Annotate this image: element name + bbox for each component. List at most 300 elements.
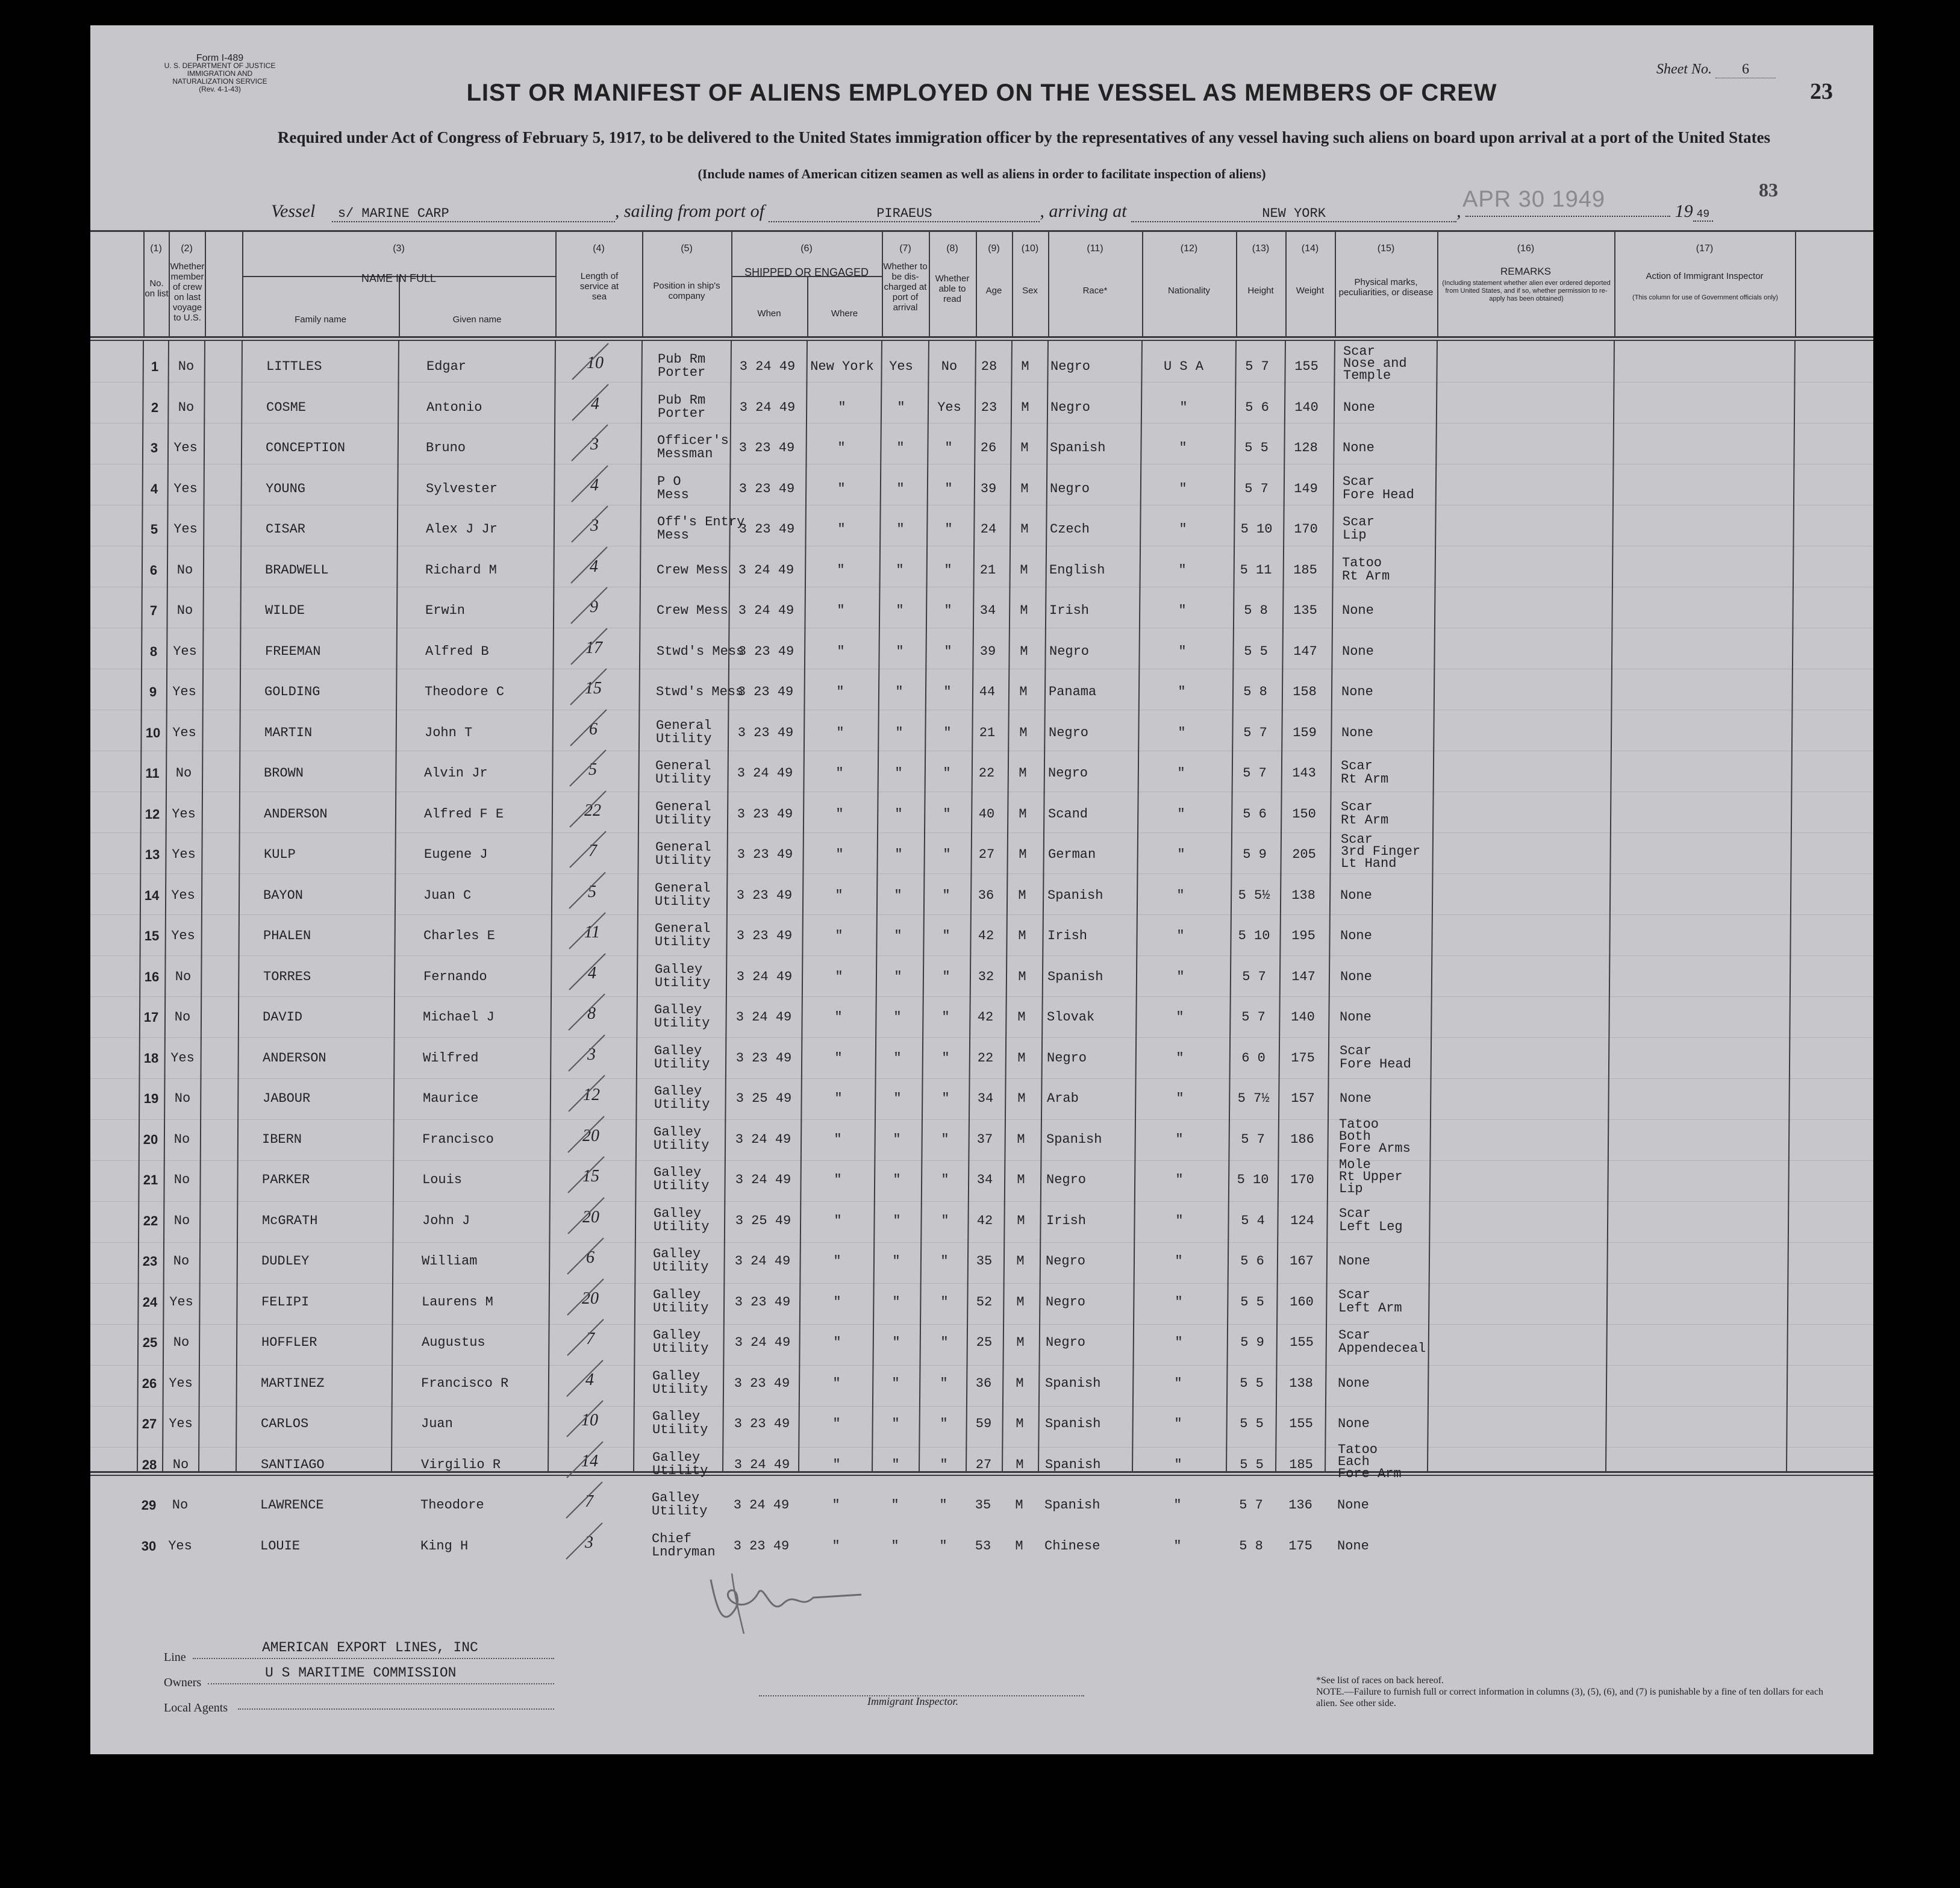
vessel-line: Vessel s/ MARINE CARP , sailing from port of PIRAEUS , arriving at NEW YORK , 19 49 bbox=[271, 201, 1713, 222]
hdr-discharged: Whether to be dis-charged at port of arrival bbox=[883, 261, 928, 313]
cell-age: 36 bbox=[975, 1375, 992, 1391]
cell-when: 3 23 49 bbox=[738, 643, 794, 659]
pos-line: Utility bbox=[655, 893, 711, 909]
pos-line: Off's Entry bbox=[657, 514, 745, 530]
cell-race: Spanish bbox=[1046, 1131, 1102, 1147]
cell-weight: 140 bbox=[1291, 1010, 1315, 1025]
cell-where: New York bbox=[810, 359, 874, 374]
cell-where: " bbox=[837, 562, 845, 578]
cell-disch: " bbox=[896, 603, 904, 618]
owners-value: U S MARITIME COMMISSION bbox=[265, 1665, 457, 1681]
line-field-underline bbox=[193, 1658, 554, 1659]
pencil-check-mark bbox=[566, 504, 614, 546]
marks-line: Each bbox=[1338, 1454, 1370, 1469]
marks-line: None bbox=[1338, 1254, 1370, 1269]
hdr-name-in-full: NAME IN FULL bbox=[361, 272, 437, 284]
cell-disch: " bbox=[891, 1416, 900, 1431]
cell-family: CISAR bbox=[266, 522, 306, 537]
col-num-6: (6) bbox=[801, 243, 813, 254]
pos-line: Galley bbox=[652, 1368, 701, 1384]
table-row bbox=[90, 1440, 1873, 1481]
cell-age: 52 bbox=[976, 1294, 993, 1310]
marks-line: None bbox=[1341, 684, 1373, 699]
cell-family: BAYON bbox=[263, 887, 304, 903]
page-number: 23 bbox=[1810, 79, 1833, 104]
pencil-check-mark bbox=[566, 382, 614, 424]
cell-read: " bbox=[943, 847, 951, 862]
cell-disch: " bbox=[891, 1457, 900, 1472]
cell-given: Charles E bbox=[423, 928, 495, 943]
cell-where: " bbox=[837, 603, 845, 618]
table-row bbox=[90, 1237, 1873, 1278]
cell-weight: 138 bbox=[1291, 887, 1316, 903]
table-row bbox=[90, 952, 1873, 993]
cell-service: 3 bbox=[585, 1533, 593, 1552]
cell-disch: " bbox=[893, 1050, 902, 1066]
cell-when: 3 23 49 bbox=[734, 1294, 791, 1310]
cell-disch: " bbox=[894, 969, 902, 984]
pencil-check-mark bbox=[565, 585, 613, 627]
cell-marks bbox=[1340, 1045, 1436, 1071]
cell-read: Yes bbox=[937, 399, 961, 415]
cell-service: 4 bbox=[585, 1370, 594, 1389]
pencil-check-mark bbox=[564, 707, 613, 749]
hdr-where: Where bbox=[831, 308, 858, 319]
pos-line: Utility bbox=[652, 1422, 708, 1437]
cell-service: 17 bbox=[585, 638, 602, 657]
cell-no: 21 bbox=[143, 1172, 158, 1187]
pencil-check-mark bbox=[562, 1114, 610, 1156]
cell-weight: 150 bbox=[1292, 806, 1316, 822]
cell-sex: M bbox=[1017, 1131, 1025, 1147]
subtitle: Required under Act of Congress of February 5, 1917, to be delivered to the United States immigration officer by the representatives of any vessel having such aliens on board upon arrival at a port of the United States bbox=[277, 128, 1771, 146]
marks-line: None bbox=[1338, 1416, 1370, 1431]
col-num-7: (7) bbox=[899, 243, 911, 254]
cell-sex: M bbox=[1016, 1254, 1025, 1269]
cell-weight: 138 bbox=[1289, 1375, 1313, 1391]
cell-age: 39 bbox=[980, 481, 997, 496]
table-row bbox=[90, 1278, 1873, 1319]
cell-no: 8 bbox=[149, 643, 158, 659]
cell-service: 7 bbox=[586, 1330, 595, 1348]
cell-nat: " bbox=[1176, 969, 1185, 984]
cell-service: 7 bbox=[585, 1492, 593, 1511]
cell-sex: M bbox=[1017, 1050, 1026, 1066]
cell-pos bbox=[658, 353, 736, 380]
cell-weight: 205 bbox=[1292, 847, 1316, 862]
table-top-border bbox=[90, 230, 1873, 232]
cell-race: Negro bbox=[1050, 359, 1091, 374]
cell-family: SANTIAGO bbox=[261, 1457, 325, 1472]
cell-height: 5 9 bbox=[1240, 1335, 1264, 1350]
cell-disch: " bbox=[893, 1213, 901, 1228]
pos-line: Utility bbox=[652, 1381, 708, 1397]
marks-line: None bbox=[1343, 440, 1375, 455]
cell-when: 3 25 49 bbox=[735, 1091, 792, 1106]
cell-age: 42 bbox=[976, 1213, 993, 1228]
cell-pos bbox=[654, 1045, 732, 1071]
cell-sex: M bbox=[1019, 847, 1027, 862]
cell-race: Irish bbox=[1046, 1213, 1087, 1228]
cell-read: " bbox=[940, 1457, 948, 1472]
cell-family: TORRES bbox=[263, 969, 311, 984]
subnote: (Include names of American citizen seamen as well as aliens in order to facilitate inspection of aliens) bbox=[698, 166, 1266, 181]
cell-service: 5 bbox=[588, 760, 597, 779]
cell-last: Yes bbox=[173, 643, 197, 659]
table-row bbox=[90, 993, 1873, 1034]
cell-height: 5 5 bbox=[1240, 1416, 1264, 1431]
cell-height: 5 10 bbox=[1240, 522, 1273, 537]
cell-disch: " bbox=[892, 1335, 900, 1350]
cell-weight: 136 bbox=[1288, 1498, 1312, 1513]
pencil-check-mark bbox=[563, 910, 611, 952]
cell-marks bbox=[1343, 516, 1439, 542]
cell-race: Czech bbox=[1050, 522, 1090, 537]
pencil-check-mark bbox=[562, 1195, 610, 1237]
marks-line: Scar bbox=[1343, 514, 1375, 530]
cell-no: 6 bbox=[149, 562, 158, 578]
cell-race: Negro bbox=[1046, 1172, 1087, 1187]
cell-no: 18 bbox=[143, 1050, 159, 1066]
pencil-check-mark bbox=[561, 1277, 610, 1319]
pos-line: Utility bbox=[654, 1056, 710, 1072]
pos-line: Galley bbox=[654, 1165, 702, 1180]
cell-age: 34 bbox=[979, 603, 996, 618]
cell-race: Spanish bbox=[1045, 1416, 1101, 1431]
cell-height: 5 4 bbox=[1241, 1213, 1265, 1228]
cell-marks bbox=[1339, 1207, 1435, 1234]
cell-disch: " bbox=[891, 1498, 899, 1513]
pos-line: Galley bbox=[654, 1124, 702, 1140]
cell-where: " bbox=[836, 725, 844, 740]
cell-given: Fernando bbox=[423, 969, 487, 984]
marks-line: None bbox=[1340, 928, 1372, 943]
cell-pos bbox=[656, 719, 734, 746]
date-field bbox=[1465, 216, 1670, 217]
table-row bbox=[90, 1115, 1873, 1156]
cell-read: " bbox=[944, 562, 952, 578]
cell-weight: 170 bbox=[1294, 522, 1318, 537]
cell-race: German bbox=[1048, 847, 1096, 862]
marks-line: Scar bbox=[1343, 344, 1375, 359]
cell-nat: " bbox=[1175, 1172, 1184, 1187]
cell-family: COSME bbox=[266, 399, 307, 415]
cell-where: " bbox=[832, 1416, 841, 1431]
cell-nat: U S A bbox=[1163, 359, 1203, 374]
cell-given: Edgar bbox=[426, 359, 467, 374]
cell-read: " bbox=[941, 1131, 949, 1147]
marks-line: Lip bbox=[1343, 528, 1367, 543]
cell-service: 9 bbox=[590, 598, 598, 616]
cell-no: 11 bbox=[145, 766, 160, 781]
cell-marks bbox=[1343, 442, 1439, 455]
cell-read: " bbox=[943, 806, 951, 822]
marks-line: Lip bbox=[1339, 1181, 1363, 1196]
cell-when: 3 24 49 bbox=[737, 766, 793, 781]
cell-read: No bbox=[941, 359, 958, 374]
hdr-inspector-action: Action of Immigrant Inspector bbox=[1646, 271, 1764, 281]
cell-age: 35 bbox=[976, 1254, 993, 1269]
cell-pos bbox=[655, 922, 733, 949]
pencil-check-mark bbox=[561, 1358, 609, 1400]
marks-line: Rt Arm bbox=[1341, 772, 1389, 787]
cell-family: FELIPI bbox=[261, 1294, 310, 1310]
cell-no: 17 bbox=[143, 1010, 159, 1025]
cell-read: " bbox=[942, 928, 950, 943]
cell-last: Yes bbox=[171, 928, 195, 943]
cell-age: 34 bbox=[977, 1091, 994, 1106]
pos-line: Lndryman bbox=[652, 1544, 716, 1560]
col-num-12: (12) bbox=[1180, 243, 1198, 254]
cell-marks bbox=[1341, 834, 1437, 870]
cell-last: No bbox=[178, 359, 195, 374]
cell-pos bbox=[654, 1126, 732, 1152]
date-stamp: APR 30 1949 bbox=[1462, 187, 1606, 212]
table-row bbox=[90, 586, 1873, 627]
col-num-2: (2) bbox=[181, 243, 193, 254]
cell-nat: " bbox=[1179, 522, 1187, 537]
cell-no: 10 bbox=[145, 725, 161, 740]
cell-family: MARTINEZ bbox=[261, 1375, 325, 1391]
cell-last: Yes bbox=[173, 522, 198, 537]
cell-age: 53 bbox=[975, 1538, 991, 1554]
cell-given: Theodore bbox=[420, 1498, 484, 1513]
cell-given: William bbox=[422, 1254, 478, 1269]
cell-read: " bbox=[939, 1538, 947, 1554]
pencil-mark: 83 bbox=[1759, 179, 1778, 201]
cell-race: Negro bbox=[1049, 643, 1090, 659]
cell-age: 44 bbox=[979, 684, 996, 699]
marks-line: Temple bbox=[1343, 368, 1391, 383]
cell-last: No bbox=[175, 969, 192, 984]
cell-marks bbox=[1337, 1540, 1434, 1553]
cell-read: " bbox=[944, 643, 952, 659]
cell-disch: " bbox=[895, 725, 904, 740]
cell-last: No bbox=[175, 766, 192, 781]
cell-pos bbox=[652, 1492, 730, 1518]
cell-read: " bbox=[942, 969, 950, 984]
cell-nat: " bbox=[1173, 1498, 1182, 1513]
cell-race: Scand bbox=[1048, 806, 1088, 822]
pos-line: Chief bbox=[652, 1531, 692, 1546]
cell-marks bbox=[1340, 1092, 1436, 1105]
pos-line: Officer's bbox=[657, 433, 729, 448]
cell-race: Spanish bbox=[1045, 1375, 1101, 1391]
cell-sex: M bbox=[1021, 399, 1029, 415]
cell-sex: M bbox=[1017, 1172, 1025, 1187]
pencil-check-mark bbox=[561, 1236, 610, 1278]
cell-when: 3 23 49 bbox=[738, 522, 795, 537]
col-num-17: (17) bbox=[1696, 243, 1714, 254]
hdr-remarks: REMARKS bbox=[1500, 266, 1552, 277]
manifest-sheet bbox=[90, 25, 1873, 1754]
cell-sex: M bbox=[1018, 969, 1026, 984]
cell-marks bbox=[1338, 1329, 1435, 1355]
marks-line: Lt Hand bbox=[1341, 856, 1397, 871]
cell-family: HOFFLER bbox=[261, 1335, 317, 1350]
cell-when: 3 23 49 bbox=[738, 440, 795, 455]
cell-read: " bbox=[944, 522, 953, 537]
pencil-check-mark bbox=[562, 1154, 610, 1196]
form-number: Form I-489 bbox=[196, 53, 244, 63]
cell-no: 29 bbox=[141, 1498, 157, 1513]
cell-service: 20 bbox=[582, 1126, 599, 1145]
cell-no: 3 bbox=[150, 440, 158, 455]
cell-nat: " bbox=[1176, 928, 1185, 943]
hdr-shipped-engaged: SHIPPED OR ENGAGED bbox=[744, 266, 869, 278]
cell-marks bbox=[1340, 889, 1437, 902]
cell-height: 5 7 bbox=[1241, 1131, 1265, 1147]
cell-pos bbox=[657, 643, 744, 659]
cell-height: 5 9 bbox=[1243, 847, 1267, 862]
marks-line: Scar bbox=[1341, 758, 1373, 774]
table-row bbox=[90, 383, 1873, 424]
col-num-13: (13) bbox=[1252, 243, 1270, 254]
cell-nat: " bbox=[1175, 1254, 1183, 1269]
cell-when: 3 23 49 bbox=[734, 1416, 790, 1431]
cell-height: 5 5 bbox=[1240, 1375, 1264, 1391]
marks-line: Left Arm bbox=[1338, 1300, 1402, 1316]
cell-sex: M bbox=[1020, 562, 1028, 578]
pencil-check-mark bbox=[565, 545, 613, 587]
cell-disch: " bbox=[893, 1172, 901, 1187]
cell-nat: " bbox=[1179, 399, 1188, 415]
pencil-check-mark bbox=[563, 870, 611, 912]
cell-marks bbox=[1339, 1116, 1435, 1156]
table-row bbox=[90, 342, 1873, 383]
cell-sex: M bbox=[1017, 1091, 1026, 1106]
cell-where: " bbox=[837, 440, 846, 455]
cell-sex: M bbox=[1015, 1538, 1023, 1554]
pos-line: Crew Mess bbox=[657, 603, 728, 618]
cell-last: No bbox=[173, 1335, 190, 1350]
cell-read: " bbox=[944, 481, 953, 496]
cell-disch: " bbox=[894, 887, 902, 903]
cell-no: 24 bbox=[142, 1294, 158, 1310]
hdr-last-voyage: Whether member of crew on last voyage to U.S. bbox=[170, 261, 205, 323]
cell-when: 3 24 49 bbox=[734, 1254, 791, 1269]
cell-age: 27 bbox=[975, 1457, 992, 1472]
cell-race: Negro bbox=[1046, 1294, 1086, 1310]
cell-when: 3 24 49 bbox=[736, 969, 793, 984]
cell-given: John T bbox=[425, 725, 473, 740]
marks-line: None bbox=[1338, 1375, 1370, 1391]
cell-family: GOLDING bbox=[264, 684, 320, 699]
pencil-check-mark bbox=[563, 1033, 611, 1075]
cell-service: 20 bbox=[582, 1207, 599, 1227]
col-num-11: (11) bbox=[1087, 243, 1103, 254]
marks-line: None bbox=[1342, 643, 1374, 659]
cell-sex: M bbox=[1019, 806, 1027, 822]
cell-disch: " bbox=[895, 684, 904, 699]
cell-disch: " bbox=[893, 1131, 901, 1147]
cell-pos bbox=[654, 1207, 732, 1234]
cell-weight: 170 bbox=[1290, 1172, 1314, 1187]
cell-where: " bbox=[834, 1213, 842, 1228]
cell-given: Antonio bbox=[426, 399, 482, 415]
cell-race: Negro bbox=[1048, 766, 1088, 781]
cell-service: 6 bbox=[586, 1248, 595, 1267]
cell-height: 5 5 bbox=[1244, 440, 1269, 455]
cell-pos bbox=[653, 1329, 731, 1355]
cell-when: 3 23 49 bbox=[735, 1050, 792, 1066]
cell-race: Negro bbox=[1049, 725, 1089, 740]
cell-disch: " bbox=[893, 1010, 902, 1025]
cell-when: 3 24 49 bbox=[738, 562, 794, 578]
cell-given: King H bbox=[420, 1538, 469, 1554]
cell-disch: Yes bbox=[889, 359, 913, 374]
table-row bbox=[90, 1155, 1873, 1196]
marks-line: None bbox=[1341, 725, 1373, 740]
from-port: PIRAEUS bbox=[769, 206, 1040, 222]
cell-when: 3 23 49 bbox=[733, 1538, 790, 1554]
cell-family: McGRATH bbox=[262, 1213, 318, 1228]
sheet-number bbox=[1656, 61, 1776, 78]
cell-nat: " bbox=[1178, 603, 1187, 618]
cell-service: 15 bbox=[582, 1167, 599, 1186]
cell-weight: 195 bbox=[1291, 928, 1316, 943]
cell-race: Irish bbox=[1047, 928, 1088, 943]
cell-where: " bbox=[835, 766, 844, 781]
cell-where: " bbox=[836, 684, 844, 699]
pos-line: Utility bbox=[654, 1178, 710, 1193]
cell-disch: " bbox=[897, 399, 905, 415]
cell-where: " bbox=[832, 1538, 840, 1554]
cell-no: 9 bbox=[149, 684, 157, 699]
table-row bbox=[90, 667, 1873, 708]
table-row bbox=[90, 1196, 1873, 1237]
cell-nat: " bbox=[1177, 806, 1185, 822]
cell-pos bbox=[653, 1289, 731, 1315]
cell-marks bbox=[1338, 1444, 1434, 1480]
pos-line: Galley bbox=[652, 1449, 701, 1465]
cell-service: 3 bbox=[590, 516, 599, 535]
cell-where: " bbox=[834, 1050, 843, 1066]
cell-age: 28 bbox=[981, 359, 997, 374]
hdr-able-to-read: Whether able to read bbox=[935, 274, 970, 304]
cell-nat: " bbox=[1178, 643, 1187, 659]
arriving-label: , arriving at bbox=[1040, 201, 1127, 221]
footer-note bbox=[1316, 1675, 1840, 1709]
cell-given: Augustus bbox=[422, 1335, 485, 1350]
cell-height: 5 8 bbox=[1244, 603, 1268, 618]
pencil-check-mark bbox=[563, 1073, 611, 1115]
pos-line: Galley bbox=[652, 1490, 700, 1505]
cell-read: " bbox=[940, 1254, 949, 1269]
cell-last: No bbox=[173, 1131, 190, 1147]
cell-last: No bbox=[173, 1172, 190, 1187]
cell-family: JABOUR bbox=[263, 1091, 311, 1106]
column-divider bbox=[807, 276, 808, 336]
cell-where: " bbox=[835, 847, 844, 862]
cell-family: BROWN bbox=[264, 766, 304, 781]
cell-family: PARKER bbox=[262, 1172, 310, 1187]
cell-when: 3 24 49 bbox=[733, 1498, 790, 1513]
cell-height: 5 8 bbox=[1239, 1538, 1263, 1554]
cell-given: Alvin Jr bbox=[424, 766, 488, 781]
hdr-inspector-note: (This column for use of Government officials only) bbox=[1632, 294, 1778, 301]
cell-read: " bbox=[942, 887, 950, 903]
cell-height: 5 7 bbox=[1245, 359, 1269, 374]
cell-weight: 155 bbox=[1294, 359, 1319, 374]
cell-family: ANDERSON bbox=[263, 1050, 326, 1066]
cell-sex: M bbox=[1018, 928, 1026, 943]
pencil-check-mark bbox=[564, 789, 612, 831]
cell-where: " bbox=[834, 1131, 842, 1147]
pos-line: Utility bbox=[656, 731, 712, 746]
hdr-no-on-list: No. on list bbox=[145, 278, 169, 299]
hdr-remarks-note: (Including statement whether alien ever ordered deported from United States, and if so, whether permission to re-apply has been obtained) bbox=[1442, 280, 1611, 302]
